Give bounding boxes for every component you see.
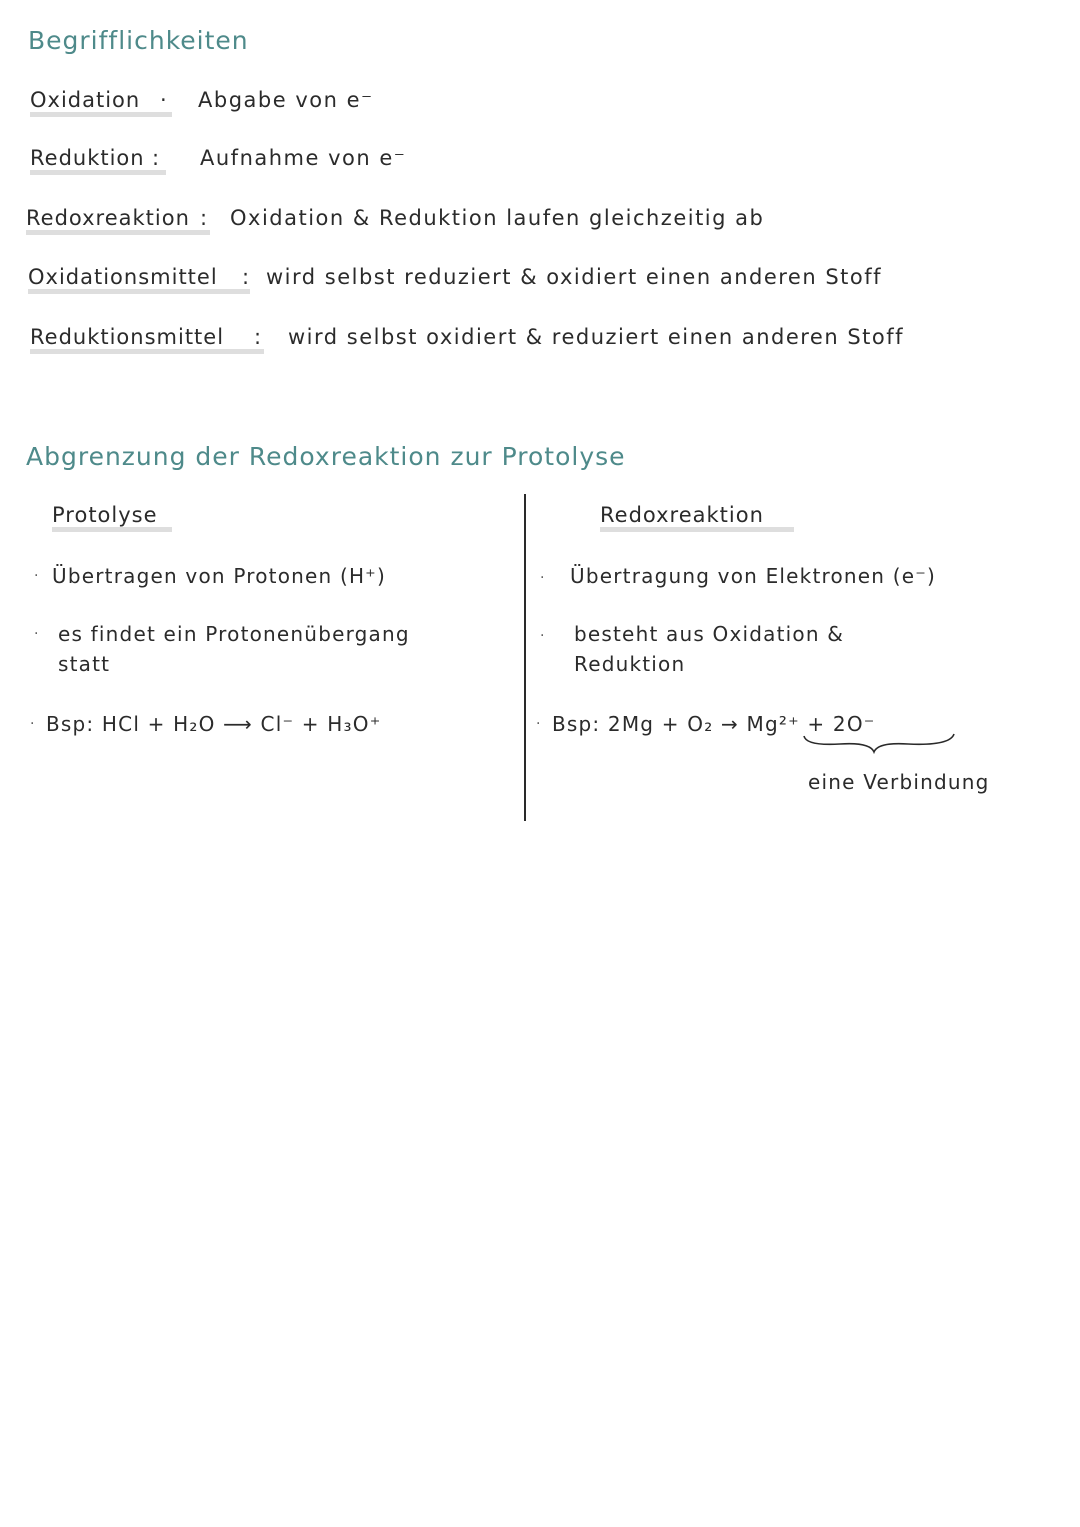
- bullet-dot: ·: [540, 570, 545, 586]
- redox-item-reduktion: Reduktion: [574, 652, 686, 676]
- definition-reduktion: Aufnahme von e⁻: [200, 146, 407, 170]
- section-title-abgrenzung: Abgrenzung der Redoxreaktion zur Protolyse: [26, 442, 626, 471]
- protolyse-item-protonenuebergang: es findet ein Protonenübergang: [58, 622, 410, 646]
- term-oxidationsmittel: Oxidationsmittel: [28, 265, 250, 294]
- term-oxidation-separator: ·: [160, 88, 169, 112]
- redox-item-oxidation-reduktion: besteht aus Oxidation &: [574, 622, 845, 646]
- bullet-dot: ·: [30, 716, 35, 732]
- term-redoxreaktion: Redoxreaktion: [26, 206, 210, 235]
- protolyse-item-protonen: Übertragen von Protonen (H⁺): [52, 564, 386, 588]
- term-oxidation: Oxidation: [30, 88, 172, 117]
- section-title-begrifflichkeiten: Begrifflichkeiten: [28, 26, 249, 55]
- protolyse-item-statt: statt: [58, 652, 111, 676]
- curly-brace-icon: [800, 730, 960, 760]
- column-divider: [524, 494, 526, 821]
- redox-item-elektronen: Übertragung von Elektronen (e⁻): [570, 564, 937, 588]
- column-heading-redoxreaktion: Redoxreaktion: [600, 503, 794, 532]
- definition-reduktionsmittel: wird selbst oxidiert & reduziert einen anderen Stoff: [288, 325, 905, 349]
- term-reduktion: Reduktion: [30, 146, 166, 175]
- bullet-dot: ·: [34, 568, 39, 584]
- term-redoxreaktion-separator: :: [200, 206, 209, 230]
- bullet-dot: ·: [536, 716, 541, 732]
- definition-oxidation: Abgabe von e⁻: [198, 88, 374, 112]
- definition-redoxreaktion: Oxidation & Reduktion laufen gleichzeitig ab: [230, 206, 765, 230]
- redox-example: Bsp: 2Mg + O₂ → Mg²⁺ + 2O⁻: [552, 712, 876, 736]
- bullet-dot: ·: [34, 626, 39, 642]
- definition-oxidationsmittel: wird selbst reduziert & oxidiert einen anderen Stoff: [266, 265, 883, 289]
- protolyse-example: Bsp: HCl + H₂O ⟶ Cl⁻ + H₃O⁺: [46, 712, 382, 736]
- term-reduktionsmittel-separator: :: [254, 325, 263, 349]
- bullet-dot: ·: [540, 628, 545, 644]
- term-reduktionsmittel: Reduktionsmittel: [30, 325, 264, 354]
- term-oxidationsmittel-separator: :: [242, 265, 251, 289]
- redox-example-annotation: eine Verbindung: [808, 770, 990, 794]
- term-reduktion-separator: :: [152, 146, 161, 170]
- column-heading-protolyse: Protolyse: [52, 503, 172, 532]
